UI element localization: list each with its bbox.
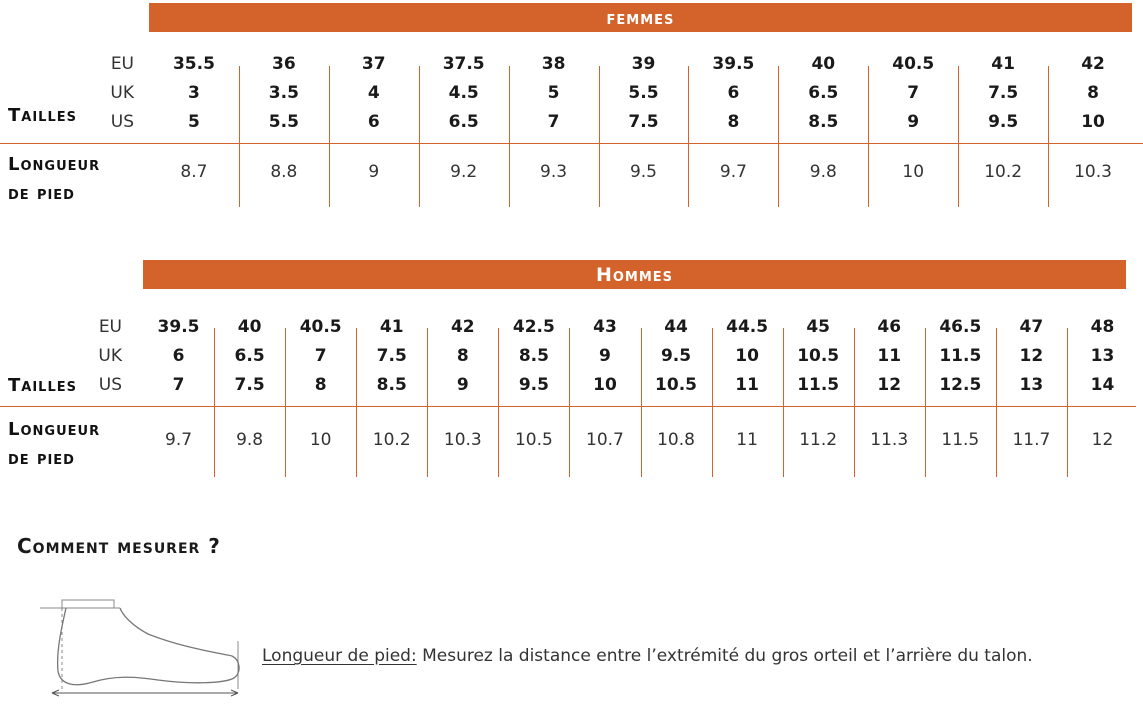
foot-length-value: 11 <box>736 430 758 450</box>
row-separator <box>0 406 1136 407</box>
size-us: 10 <box>593 375 617 395</box>
size-us: 8 <box>314 375 327 395</box>
column-divider <box>996 328 997 477</box>
size-eu: 45 <box>806 317 830 337</box>
size-us: 7.5 <box>234 375 265 395</box>
size-eu: 46 <box>877 317 902 337</box>
foot-length-value: 8.8 <box>270 162 298 182</box>
measure-description: Mesurez la distance entre l’extrémité du gros orteil et l’arrière du talon. <box>416 646 1033 666</box>
foot-length-value: 8.7 <box>180 162 208 182</box>
size-column <box>239 50 329 137</box>
size-eu: 38 <box>541 54 566 74</box>
size-column <box>854 313 925 400</box>
size-us: 13 <box>1019 375 1044 395</box>
size-uk: 8 <box>1087 83 1099 103</box>
size-uk: 5 <box>547 83 560 103</box>
size-us: 12 <box>877 375 902 395</box>
foot-length-value: 9.8 <box>809 162 837 182</box>
foot-length-value: 11.3 <box>870 430 909 450</box>
size-column <box>427 313 498 400</box>
size-column <box>419 50 509 137</box>
column-divider <box>329 66 330 207</box>
size-system-eu: EU <box>98 317 122 337</box>
column-divider <box>712 328 713 477</box>
foot-length-value: 10 <box>309 430 332 450</box>
column-divider <box>1048 66 1049 207</box>
size-uk: 6 <box>172 346 185 366</box>
size-column <box>996 313 1067 400</box>
foot-length-value: 11.5 <box>941 430 980 450</box>
length-row-label <box>8 150 100 208</box>
length-row-label <box>8 415 100 473</box>
length-row-label-line: Longueur <box>8 154 101 175</box>
size-uk: 6 <box>727 83 740 103</box>
size-column <box>329 50 419 137</box>
size-us: 9.5 <box>988 112 1019 132</box>
size-us: 8 <box>727 112 740 132</box>
size-eu: 46.5 <box>939 317 982 337</box>
column-divider <box>1067 328 1068 477</box>
size-eu: 48 <box>1090 317 1115 337</box>
size-column <box>641 313 712 400</box>
foot-diagram-icon <box>38 596 248 700</box>
size-uk: 13 <box>1090 346 1115 366</box>
size-eu: 44.5 <box>726 317 769 337</box>
column-divider <box>641 328 642 477</box>
size-column <box>143 313 214 400</box>
size-eu: 36 <box>272 54 296 74</box>
men-header-band <box>143 260 1126 289</box>
size-uk: 9 <box>599 346 611 366</box>
column-divider <box>569 328 570 477</box>
column-divider <box>419 66 420 207</box>
size-eu: 47 <box>1019 317 1044 337</box>
column-divider <box>778 66 779 207</box>
size-column <box>599 50 689 137</box>
row-separator <box>0 143 1143 144</box>
size-system-labels <box>92 313 122 400</box>
size-eu: 40.5 <box>299 317 342 337</box>
foot-length-value: 9.2 <box>450 162 478 182</box>
size-column <box>925 313 996 400</box>
size-column <box>712 313 783 400</box>
size-system-us: US <box>98 375 122 395</box>
foot-length-value: 10.8 <box>657 430 695 450</box>
size-column <box>688 50 778 137</box>
foot-length-value: 10 <box>902 162 925 182</box>
column-divider <box>783 328 784 477</box>
foot-length-value: 11.2 <box>799 430 838 450</box>
size-us: 7.5 <box>628 112 659 132</box>
size-uk: 10.5 <box>797 346 840 366</box>
size-us: 7 <box>172 375 185 395</box>
size-system-us: US <box>110 112 134 132</box>
size-eu: 35.5 <box>172 54 215 74</box>
column-divider <box>427 328 428 477</box>
size-column <box>149 50 239 137</box>
foot-length-value: 9.5 <box>629 162 657 182</box>
size-column <box>498 313 569 400</box>
size-uk: 12 <box>1019 346 1044 366</box>
size-uk: 11 <box>877 346 902 366</box>
size-uk: 3 <box>188 83 200 103</box>
size-column <box>1067 313 1138 400</box>
foot-length-value: 9.7 <box>165 430 193 450</box>
size-column <box>356 313 427 400</box>
men-title: Hommes <box>595 263 674 286</box>
size-uk: 8.5 <box>518 346 549 366</box>
size-uk: 10 <box>735 346 759 366</box>
size-column <box>958 50 1048 137</box>
size-uk: 7 <box>907 83 920 103</box>
size-uk: 4 <box>367 83 380 103</box>
foot-length-value: 11.7 <box>1012 430 1051 450</box>
size-eu: 42.5 <box>512 317 555 337</box>
size-eu: 43 <box>593 317 617 337</box>
column-divider <box>356 328 357 477</box>
size-column <box>509 50 599 137</box>
size-eu: 39.5 <box>712 54 755 74</box>
size-column <box>778 50 868 137</box>
measure-term: Longueur de pied: <box>262 646 417 666</box>
size-us: 11.5 <box>797 375 840 395</box>
women-title: femmes <box>606 6 675 29</box>
size-uk: 3.5 <box>268 83 299 103</box>
size-uk: 11.5 <box>939 346 982 366</box>
foot-length-value: 9.7 <box>719 162 747 182</box>
foot-length-value: 9.3 <box>540 162 568 182</box>
size-uk: 6.5 <box>234 346 265 366</box>
foot-length-value: 10.3 <box>1074 162 1112 182</box>
size-column <box>783 313 854 400</box>
size-us: 9.5 <box>518 375 549 395</box>
foot-length-value: 10.2 <box>372 430 411 450</box>
size-eu: 42 <box>450 317 475 337</box>
size-column <box>285 313 356 400</box>
sizes-row-label: Tailles <box>8 375 77 396</box>
size-uk: 6.5 <box>808 83 839 103</box>
size-eu: 40 <box>237 317 262 337</box>
size-us: 12.5 <box>939 375 982 395</box>
size-eu: 44 <box>664 317 688 337</box>
column-divider <box>958 66 959 207</box>
size-us: 14 <box>1090 375 1115 395</box>
size-us: 11 <box>735 375 759 395</box>
size-us: 9 <box>907 112 920 132</box>
size-us: 5 <box>188 112 200 132</box>
foot-length-value: 12 <box>1091 430 1114 450</box>
column-divider <box>868 66 869 207</box>
column-divider <box>854 328 855 477</box>
foot-length-value: 9 <box>368 162 380 182</box>
foot-length-value: 10.7 <box>586 430 624 450</box>
foot-length-value: 10.5 <box>514 430 553 450</box>
length-row-label-line: de pied <box>8 183 75 204</box>
size-eu: 40.5 <box>892 54 935 74</box>
column-divider <box>688 66 689 207</box>
size-us: 7 <box>547 112 560 132</box>
size-uk: 4.5 <box>448 83 479 103</box>
size-column <box>868 50 958 137</box>
size-us: 8.5 <box>808 112 839 132</box>
measure-instructions <box>262 646 1033 666</box>
size-uk: 5.5 <box>628 83 659 103</box>
column-divider <box>498 328 499 477</box>
size-column <box>1048 50 1138 137</box>
size-eu: 41 <box>379 317 404 337</box>
size-system-uk: UK <box>110 83 134 103</box>
size-uk: 7.5 <box>988 83 1019 103</box>
size-system-eu: EU <box>110 54 134 74</box>
how-to-measure-title: Comment mesurer ? <box>17 534 221 558</box>
size-eu: 39 <box>631 54 656 74</box>
sizes-row-label: Tailles <box>8 105 77 126</box>
size-eu: 40 <box>811 54 836 74</box>
size-eu: 39.5 <box>157 317 200 337</box>
size-us: 6.5 <box>448 112 479 132</box>
size-column <box>214 313 285 400</box>
column-divider <box>214 328 215 477</box>
size-eu: 37.5 <box>442 54 485 74</box>
size-system-labels <box>104 50 134 137</box>
size-us: 10.5 <box>655 375 697 395</box>
foot-length-value: 10.3 <box>443 430 482 450</box>
size-column <box>569 313 640 400</box>
column-divider <box>599 66 600 207</box>
size-uk: 9.5 <box>660 346 692 366</box>
size-us: 10 <box>1081 112 1105 132</box>
size-eu: 42 <box>1081 54 1105 74</box>
size-us: 6 <box>367 112 380 132</box>
foot-length-value: 10.2 <box>984 162 1023 182</box>
size-eu: 41 <box>991 54 1015 74</box>
size-uk: 7.5 <box>376 346 407 366</box>
column-divider <box>239 66 240 207</box>
length-row-label-line: Longueur <box>8 419 101 440</box>
size-us: 5.5 <box>268 112 299 132</box>
size-us: 8.5 <box>376 375 407 395</box>
column-divider <box>285 328 286 477</box>
size-uk: 8 <box>456 346 469 366</box>
column-divider <box>509 66 510 207</box>
foot-length-value: 9.8 <box>236 430 264 450</box>
size-uk: 7 <box>314 346 327 366</box>
size-us: 9 <box>456 375 469 395</box>
length-row-label-line: de pied <box>8 448 75 469</box>
column-divider <box>925 328 926 477</box>
size-eu: 37 <box>361 54 386 74</box>
size-system-uk: UK <box>98 346 122 366</box>
women-header-band <box>149 3 1132 32</box>
